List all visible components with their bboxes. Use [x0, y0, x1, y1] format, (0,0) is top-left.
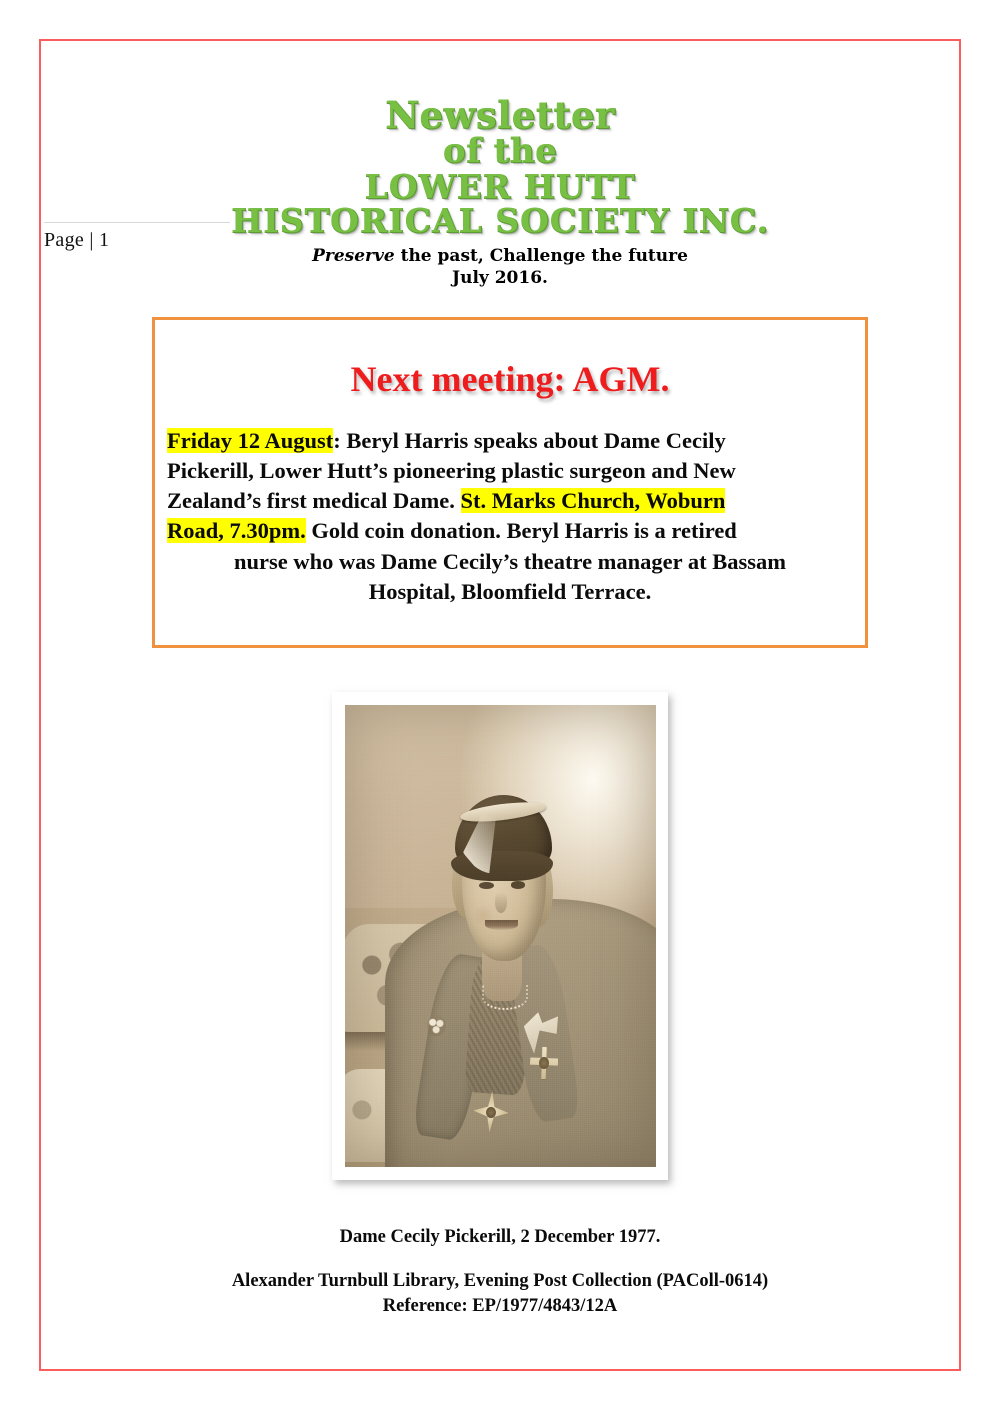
notice-highlight-venue-a: St. Marks Church, Woburn	[460, 488, 726, 514]
masthead	[0, 93, 1000, 290]
notice-line-4-rest: Gold coin donation. Beryl Harris is a retired	[305, 518, 737, 544]
notice-highlight-venue-b: Road, 7.30pm.	[167, 518, 306, 544]
notice-body	[167, 426, 853, 607]
notice-line-1-rest: : Beryl Harris speaks about Dame Cecily	[333, 428, 726, 453]
notice-line-5: nurse who was Dame Cecily’s theatre manager at Bassam	[233, 548, 787, 574]
photo-credit-line-2: Reference: EP/1977/4843/12A	[382, 1295, 618, 1316]
notice-line-2: Pickerill, Lower Hutt’s pioneering plastic surgeon and New	[167, 458, 736, 484]
masthead-line-lower-hutt: LOWER HUTT	[364, 166, 636, 206]
notice-line-1	[167, 426, 853, 456]
notice-highlight-date: Friday 12 August	[167, 428, 334, 453]
notice-title: Next meeting: AGM.	[350, 359, 670, 399]
notice-line-6: Hospital, Bloomfield Terrace.	[368, 578, 652, 604]
masthead-tagline	[0, 246, 1000, 290]
photo-credit	[0, 1269, 1000, 1319]
notice-line-4	[167, 516, 853, 546]
masthead-date: July 2016.	[452, 268, 548, 289]
page-number: Page | 1	[44, 229, 110, 251]
next-meeting-notice-box	[152, 317, 868, 648]
portrait-photo-frame	[332, 692, 668, 1180]
masthead-line-newsletter: Newsletter	[385, 93, 615, 137]
tagline-rest: the past, Challenge the future	[394, 246, 688, 267]
photo-vignette	[345, 705, 656, 1167]
masthead-line-of-the: of the	[442, 131, 558, 172]
notice-line-3-plain: Zealand’s first medical Dame.	[167, 488, 461, 514]
photo-caption: Dame Cecily Pickerill, 2 December 1977.	[339, 1227, 661, 1247]
notice-line-3	[167, 486, 853, 516]
tagline-preserve: Preserve	[312, 246, 395, 267]
masthead-line-historical-society: HISTORICAL SOCIETY INC.	[231, 201, 769, 241]
photo-credit-line-1: Alexander Turnbull Library, Evening Post Collection (PAColl-0614)	[231, 1271, 769, 1291]
portrait-photo	[345, 705, 656, 1167]
